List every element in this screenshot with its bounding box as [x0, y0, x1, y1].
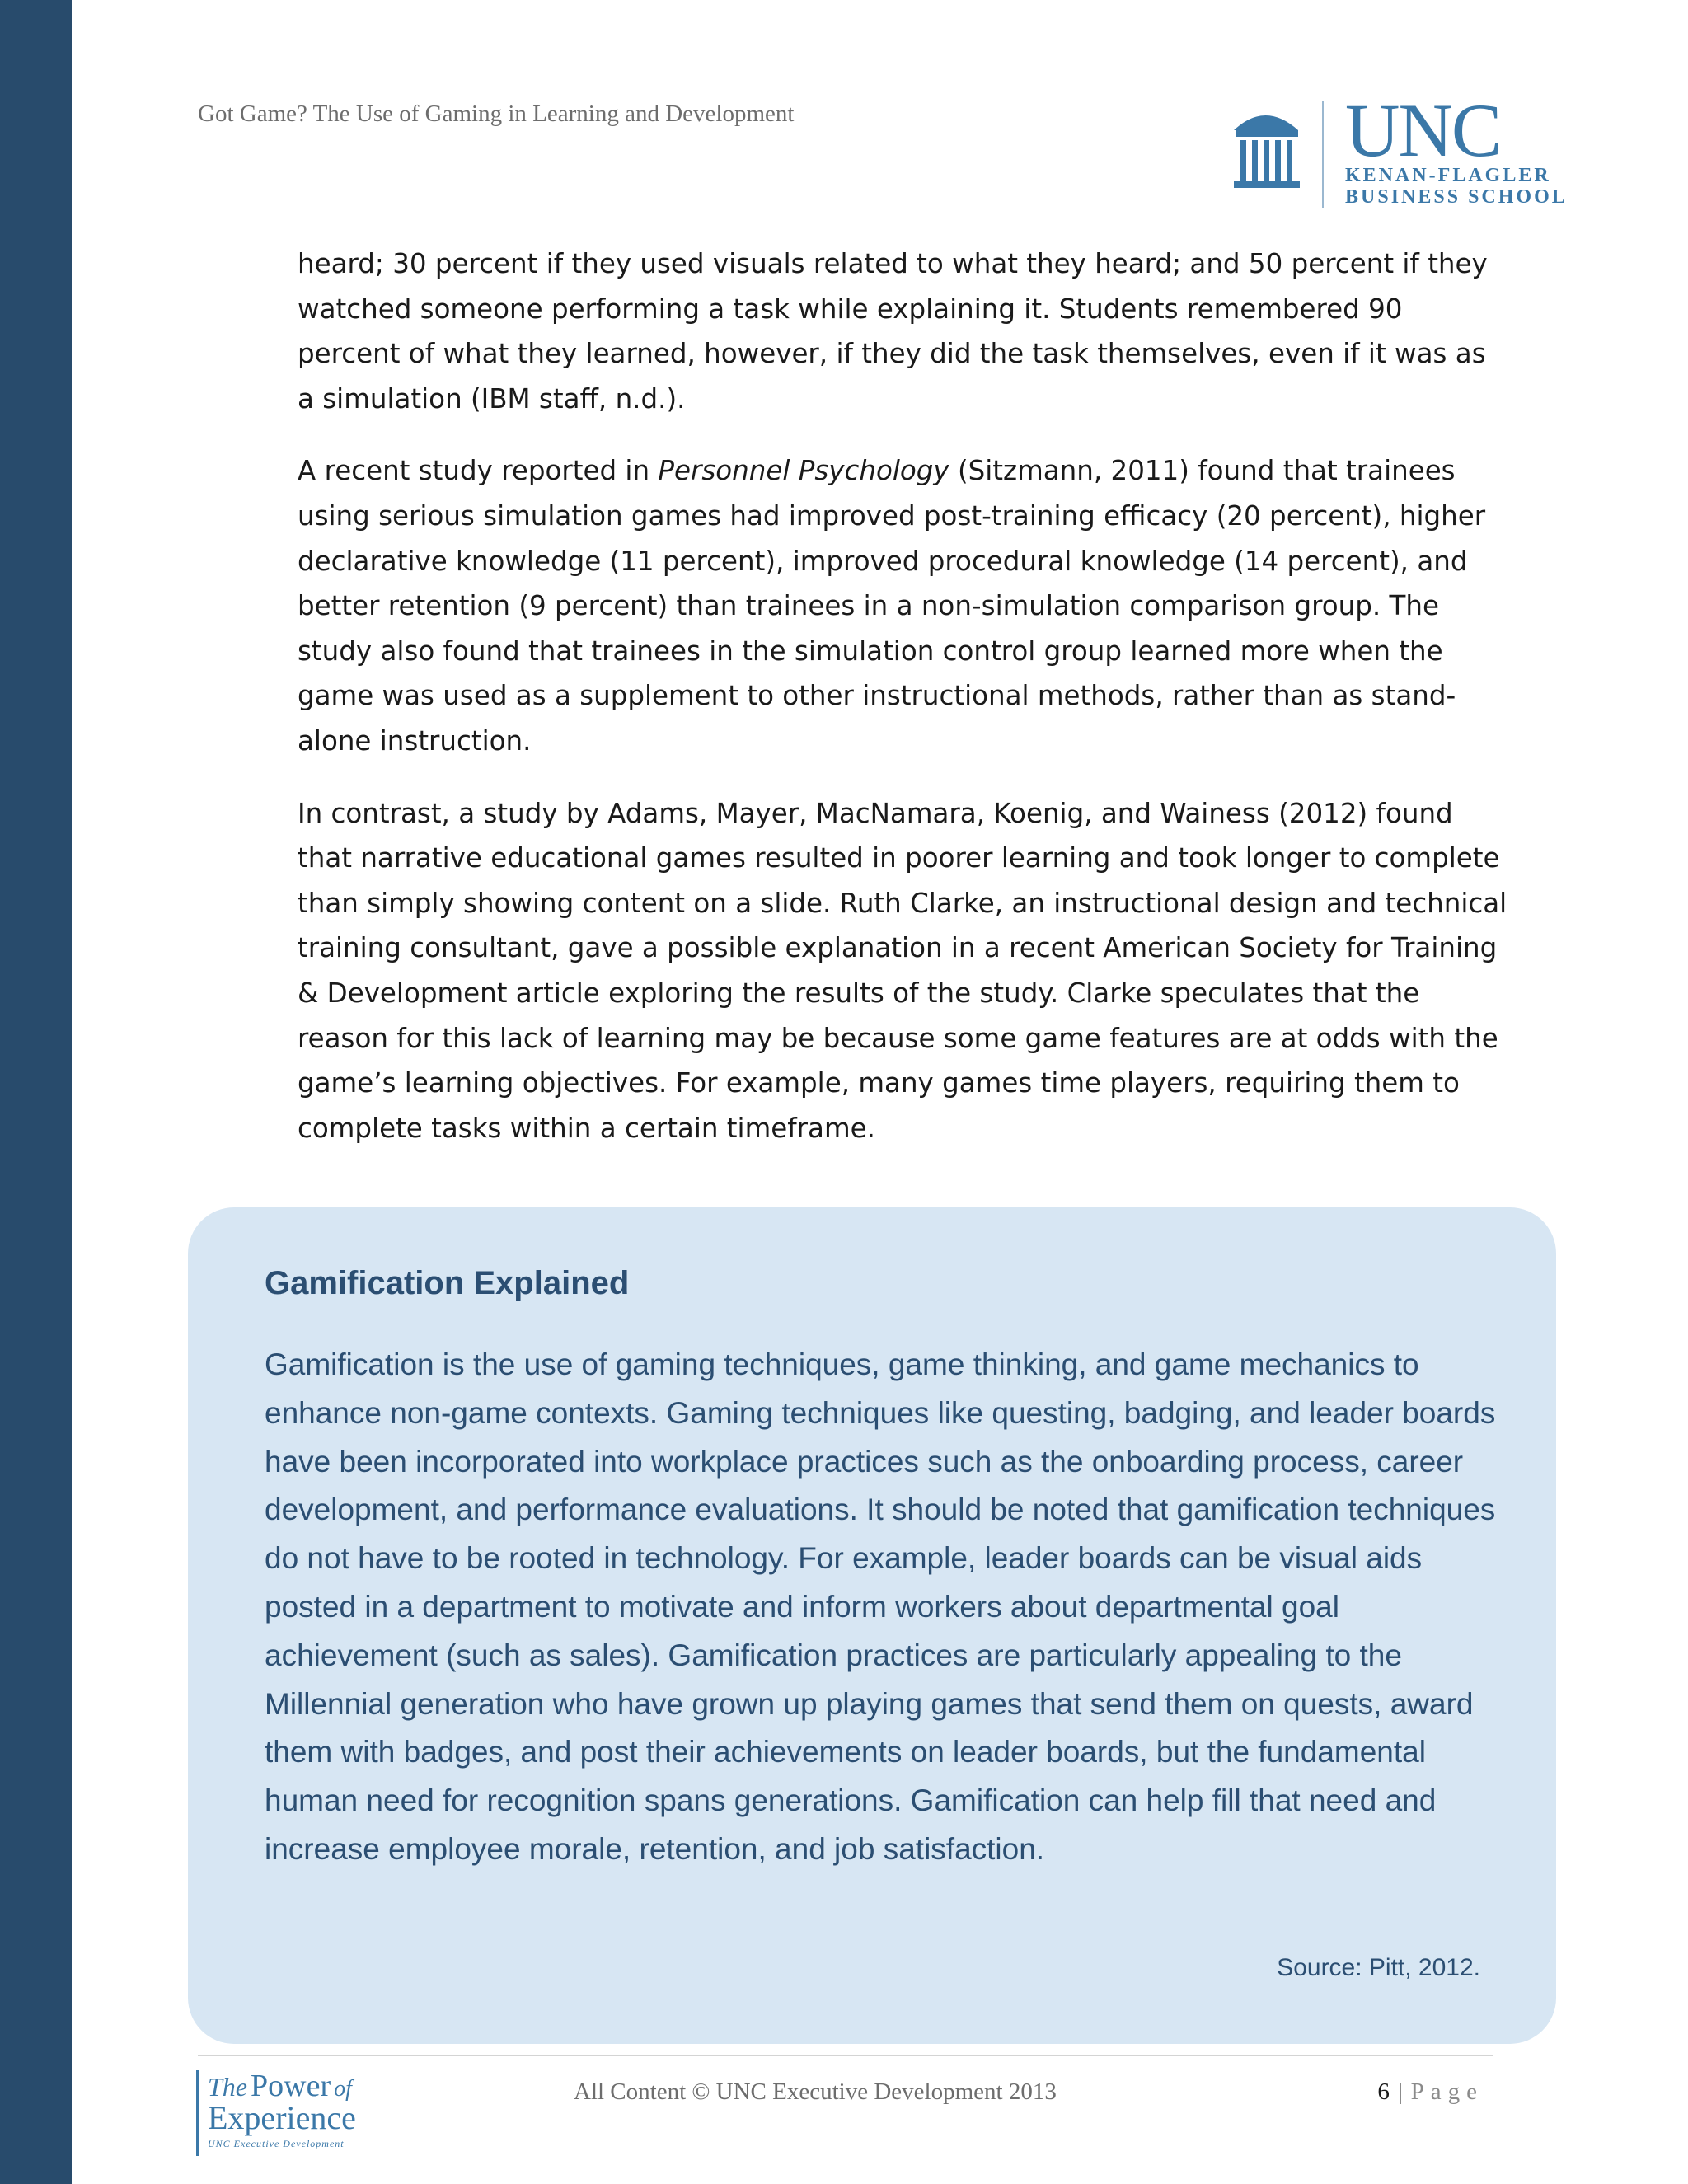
footer-logo-the: The: [208, 2072, 247, 2102]
page-number: 6: [1377, 2079, 1390, 2105]
paragraph-2: [298, 448, 1509, 763]
gamification-callout-box: [188, 1207, 1556, 2044]
logo-line-kenan-flagler: KENAN-FLAGLER: [1345, 165, 1551, 186]
paragraph-2-rest: (Sitzmann, 2011) found that trainees using serious simulation games had improved post-training efficacy (20 percent), higher declarative knowledge (11 percent), improved procedural knowledge (14 percent), and better retention (9 percent) than trainees in a non-simulation comparison group. The study also found that trainees in the simulation control group learned more when the game was used as a supplement to other instructional methods, rather than as stand-alone instruction.: [298, 455, 1486, 757]
footer-copyright: All Content © UNC Executive Development 2013: [574, 2079, 1057, 2105]
page-separator: |: [1397, 2079, 1403, 2105]
journal-title: Personnel Psychology: [658, 455, 950, 487]
left-sidebar-bar: [0, 0, 72, 2184]
page-label: Page: [1410, 2079, 1484, 2105]
footer-page-number: [1377, 2079, 1484, 2106]
logo-unc-wordmark: UNC: [1345, 88, 1501, 172]
footer-logo-experience: Experience: [208, 2099, 356, 2136]
paragraph-2-lead: A recent study reported in: [298, 455, 659, 487]
paragraph-3: In contrast, a study by Adams, Mayer, MacNamara, Koenig, and Wainess (2012) found that narrative educational games resulted in poorer learning and took longer to complete than simply showing content on a slide. Ruth Clarke, an instructional design and technical training consultant, gave a possible explanation in a recent American Society for Training & Development article exploring the results of the study. Clarke speculates that the reason for this lack of learning may be because some game features are at odds with the game’s learning objectives. For example, many games time players, requiring them to complete tasks within a certain timeframe.: [298, 797, 1507, 1144]
paragraph-1: heard; 30 percent if they used visuals related to what they heard; and 50 percent if they watched someone performing a task while explaining it. Students remembered 90 percent of what they learned, however, if they did the task themselves, even if it was as a simulation (IBM staff, n.d.).: [298, 248, 1488, 415]
footer-divider: [198, 2055, 1493, 2056]
callout-title: Gamification Explained: [265, 1265, 630, 1301]
footer-logo-of: of: [334, 2076, 352, 2102]
logo-line-business-school: BUSINESS SCHOOL: [1345, 186, 1568, 208]
footer-logo-power: Power: [251, 2069, 331, 2103]
main-body-text: [298, 241, 1509, 1178]
callout-source: Source: Pitt, 2012.: [1277, 1954, 1480, 1981]
footer-logo-subtitle: UNC Executive Development: [208, 2138, 345, 2149]
callout-body-text: Gamification is the use of gaming techniques, game thinking, and game mechanics to enhance non-game contexts. Gaming techniques like questing, badging, and leader boards have been incorporated into workplace practices such as the onboarding process, career development, and performance evaluations. It should be noted that gamification techniques do not have to be rooted in technology. For example, leader boards can be visual aids posted in a department to motivate and inform workers about departmental goal achievement (such as sales). Gamification practices are particularly appealing to the Millennial generation who have grown up playing games that send them on quests, award them with badges, and post their achievements on leader boards, but the fundamental human need for recognition spans generations. Gamification can help fill that need and increase employee morale, retention, and job satisfaction.: [265, 1347, 1496, 1866]
logo-divider: [1322, 101, 1324, 208]
footer-logo-bar: [196, 2070, 199, 2156]
running-header-title: Got Game? The Use of Gaming in Learning and Development: [198, 101, 795, 127]
